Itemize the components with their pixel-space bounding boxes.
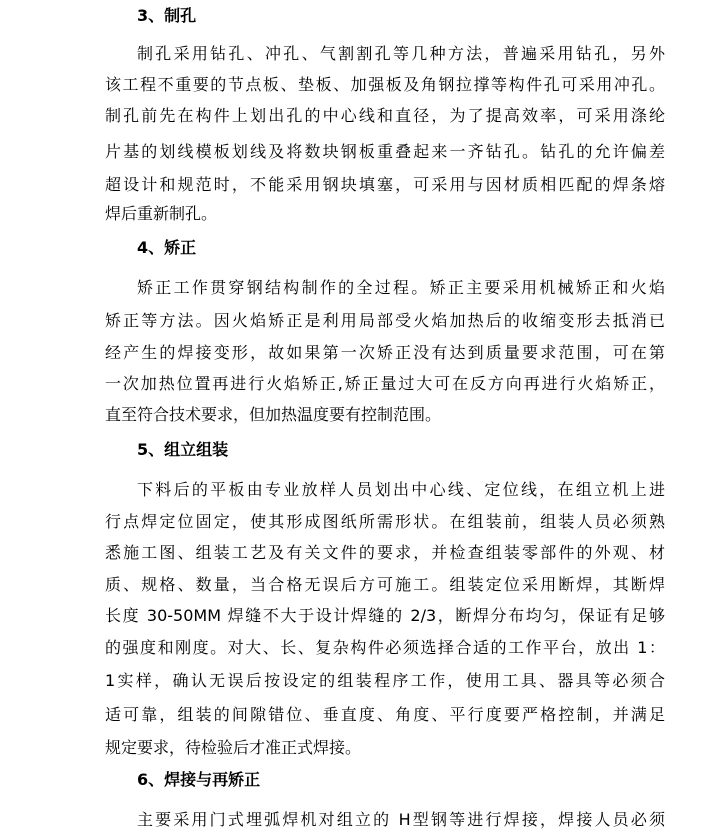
section-6-heading: 6、焊接与再矫正 [137, 770, 261, 789]
section-4-line-3: 经产生的焊接变形，故如果第一次矫正没有达到质量要求范围，可在第 [105, 343, 665, 362]
section-5-line-4: 质、规格、数量，当合格无误后方可施工。组装定位采用断焊，其断焊 [105, 575, 665, 594]
section-4-line-4: 一次加热位置再进行火焰矫正,矫正量过大可在反方向再进行火焰矫正， [105, 374, 665, 393]
section-3-line-2: 该工程不重要的节点板、垫板、加强板及角钢拉撑等构件孔可采用冲孔。 [105, 75, 665, 94]
section-5-line-7: 1实样，确认无误后按设定的组装程序工作，使用工具、器具等必须合 [105, 671, 665, 690]
section-5-line-3: 悉施工图、组装工艺及有关文件的要求，并检查组装零部件的外观、材 [105, 543, 665, 562]
section-5-line-2: 行点焊定位固定，使其形成图纸所需形状。在组装前，组装人员必须熟 [105, 512, 665, 531]
section-5-line-5: 长度 30-50MM 焊缝不大于设计焊缝的 2/3，断焊分布均匀，保证有足够 [105, 606, 665, 625]
section-4-line-5: 直至符合技术要求，但加热温度要有控制范围。 [105, 405, 442, 424]
section-5-line-9: 规定要求，待检验后才准正式焊接。 [105, 738, 362, 757]
section-4-line-1: 矫正工作贯穿钢结构制作的全过程。矫正主要采用机械矫正和火焰 [137, 278, 665, 297]
section-3-line-4: 片基的划线模板划线及将数块钢板重叠起来一齐钻孔。钻孔的允许偏差 [105, 142, 665, 161]
section-5-heading: 5、组立组装 [137, 440, 229, 459]
section-3-heading: 3、制孔 [137, 6, 197, 25]
section-5-line-8: 适可靠，组装的间隙错位、垂直度、角度、平行度要严格控制，并满足 [105, 705, 665, 724]
section-6-line-1: 主要采用门式埋弧焊机对组立的 H型钢等进行焊接，焊接人员必须 [137, 810, 665, 829]
section-3-line-1: 制孔采用钻孔、冲孔、气割割孔等几种方法，普遍采用钻孔，另外 [137, 44, 665, 63]
section-5-line-1: 下料后的平板由专业放样人员划出中心线、定位线，在组立机上进 [137, 480, 665, 499]
section-4-line-2: 矫正等方法。因火焰矫正是利用局部受火焰加热后的收缩变形去抵消已 [105, 311, 665, 330]
section-3-line-6: 焊后重新制孔。 [105, 204, 218, 223]
section-5-line-6: 的强度和刚度。对大、长、复杂构件必须选择合适的工作平台，放出 1： [105, 638, 665, 657]
section-3-line-3: 制孔前先在构件上划出孔的中心线和直径，为了提高效率，可采用涤纶 [105, 106, 665, 125]
section-3-line-5: 超设计和规范时，不能采用钢块填塞，可采用与因材质相匹配的焊条熔 [105, 175, 665, 194]
section-4-heading: 4、矫正 [137, 238, 197, 257]
